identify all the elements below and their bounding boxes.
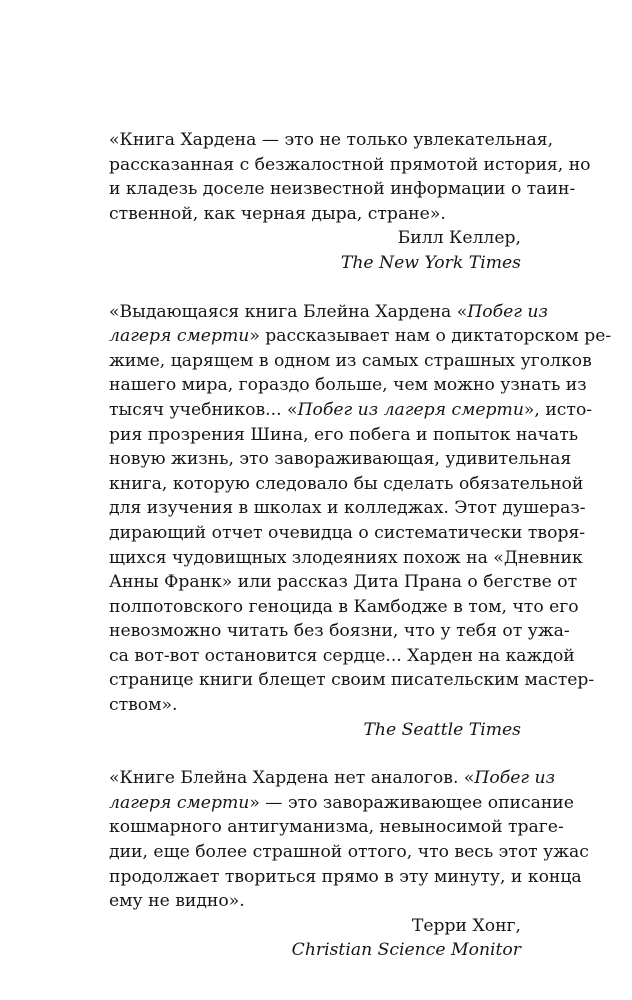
quote-line: невозможно читать без боязни, что у тебя от ужа- [109,621,570,642]
quote-text [109,300,612,718]
quote-block-2 [109,300,612,743]
quote-line: дии, еще более страшной оттого, что весь этот ужас [109,842,589,863]
book-title-italic: Побег из [467,301,548,322]
quote-block-1 [109,128,591,276]
attribution-author: Терри Хонг, [411,915,521,936]
book-page [109,128,612,963]
book-title-italic: Побег из [474,768,555,789]
quote-line: для изучения в школах и колледжах. Этот душераз- [109,498,586,519]
quote-attribution [109,914,521,963]
quote-line: «Книга Хардена — это не только увлекательная, [109,130,554,150]
attribution-source: Christian Science Monitor [291,940,521,961]
quote-text [109,766,589,914]
quote-text [109,128,591,226]
quote-line: лагеря смерти» рассказывает нам о диктаторском ре- [109,326,612,347]
quote-line: жиме, царящем в одном из самых страшных уголков [109,350,592,371]
book-title-italic: Побег из лагеря смерти [297,399,524,420]
quote-line: кошмарного антигуманизма, невыносимой траге- [109,817,564,838]
attribution-source: The New York Times [340,252,521,273]
quote-line: ему не видно». [109,891,245,912]
quote-line: щихся чудовищных злодеяниях похож на «Дневник [109,547,583,568]
attribution-author: Билл Келлер, [397,228,521,249]
book-title-italic: лагеря смерти [109,326,250,347]
quote-line: рия прозрения Шина, его побега и попыток начать [109,424,579,445]
quote-line: дирающий отчет очевидца о систематически творя- [109,522,586,543]
quote-line: и кладезь доселе неизвестной информации о таин- [109,179,576,200]
quote-line: «Книге Блейна Хардена нет аналогов. «Побег из [109,768,555,789]
quote-line: лагеря смерти» — это завораживающее описание [109,792,574,813]
book-title-italic: лагеря смерти [109,792,250,813]
quote-line: са вот-вот остановится сердце... Харден на каждой [109,645,575,666]
quote-line: книга, которую следовало бы сделать обязательной [109,473,584,494]
quote-line: рассказанная с безжалостной прямотой история, но [109,154,591,175]
quote-line: Анны Франк» или рассказ Дита Прана о бегстве от [109,572,578,593]
quote-line: ственной, как черная дыра, стране». [109,203,446,224]
quote-line: продолжает твориться прямо в эту минуту, и конца [109,866,582,887]
quote-line: странице книги блещет своим писательским мастер- [109,670,595,691]
quote-line: нашего мира, гораздо больше, чем можно узнать из [109,375,587,396]
quote-line: новую жизнь, это завораживающая, удивительная [109,449,572,470]
quote-line: ством». [109,695,178,716]
quote-line: «Выдающаяся книга Блейна Хардена «Побег из [109,301,548,322]
quote-line: тысяч учебников... «Побег из лагеря смерти», исто- [109,399,593,420]
quote-line: полпотовского геноцида в Камбодже в том, что его [109,596,579,617]
quote-attribution [109,718,521,743]
attribution-source: The Seattle Times [363,719,521,740]
quote-attribution [109,226,521,275]
quote-block-3 [109,766,589,963]
